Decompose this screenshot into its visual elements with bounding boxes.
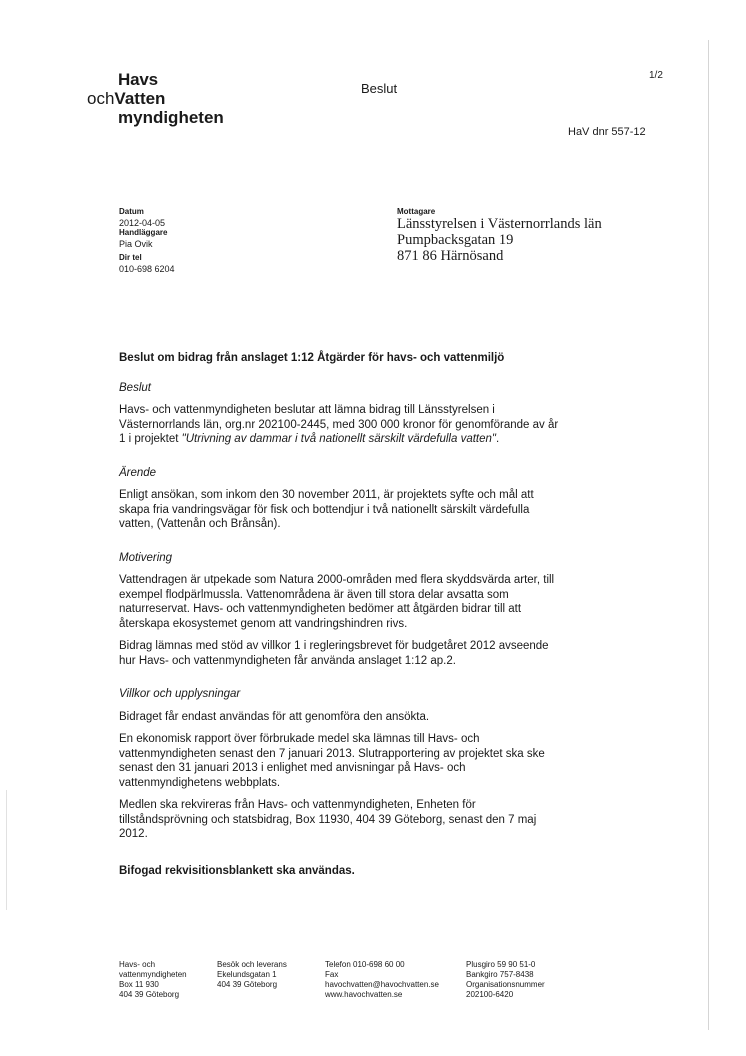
phone-label: Dir tel [119, 253, 142, 262]
recipient-name: Länsstyrelsen i Västernorrlands län [397, 216, 602, 232]
section-text: En ekonomisk rapport över förbrukade medel ska lämnas till Havs- och vattenmyndigheten senast den 7 januari 2013. Slutrapportering av projektet ska ske senast den 31 januari 2013 i enlighet med anvisningar på Havs- och vattenmyndighetens webbplats. [119, 733, 545, 789]
footer-address: Havs- och vattenmyndigheten Box 11 930 404 39 Göteborg [119, 960, 187, 999]
section-text: Havs- och vattenmyndigheten beslutar att lämna bidrag till Länsstyrelsen i Västernorrlands län, org.nr 202100-2445, med 300 000 kronor för genomförande av år 1 i projektet "Utrivning av dammar i två nationellt särskilt värdefulla vatten". [119, 404, 559, 445]
scan-edge-line [6, 790, 7, 910]
decision-body [119, 351, 559, 878]
footer-visit: Besök och leverans Ekelundsgatan 1 404 39 Göteborg [217, 960, 287, 989]
phone-value: 010-698 6204 [119, 263, 175, 274]
section-heading: Beslut [119, 381, 151, 394]
section-motivering [119, 551, 559, 669]
recipient-city: 871 86 Härnösand [397, 248, 504, 264]
date-label: Datum [119, 207, 144, 216]
section-arende [119, 466, 559, 532]
logo-line-havs: Havs [118, 70, 158, 89]
project-name: "Utrivning av dammar i två nationellt särskilt värdefulla vatten" [181, 433, 496, 445]
logo-line-och-vatten [87, 89, 165, 109]
scan-edge-line [708, 40, 709, 1030]
handler-label: Handläggare [119, 228, 168, 237]
document-type: Beslut [361, 81, 398, 96]
section-text: Enligt ansökan, som inkom den 30 november 2011, är projektets syfte och mål att skapa fria vandringsvägar för fisk och bottendjur i två nationellt särskilt värdefulla vatten, (Vattenån och Brånsån). [119, 489, 534, 530]
logo-line-myndigheten: myndigheten [118, 108, 224, 127]
logo-och: och [87, 89, 115, 108]
recipient-street: Pumpbacksgatan 19 [397, 232, 514, 248]
footer-payment: Plusgiro 59 90 51-0 Bankgiro 757-8438 Organisationsnummer 202100-6420 [466, 960, 545, 999]
footer-contact: Telefon 010-698 60 00 Fax havochvatten@havochvatten.se www.havochvatten.se [325, 960, 439, 999]
section-heading: Ärende [119, 466, 157, 479]
section-heading: Motivering [119, 551, 173, 564]
decision-title: Beslut om bidrag från anslaget 1:12 Åtgärder för havs- och vattenmiljö [119, 352, 505, 364]
section-villkor [119, 687, 559, 842]
meta-block [119, 207, 175, 274]
date-value: 2012-04-05 [119, 217, 166, 228]
handler-value: Pia Ovik [119, 238, 153, 249]
reference-number: HaV dnr 557-12 [568, 126, 646, 138]
section-text: Bidrag lämnas med stöd av villkor 1 i regleringsbrevet för budgetåret 2012 avseende hur Havs- och vattenmyndigheten får använda anslaget 1:12 ap.2. [119, 640, 549, 667]
logo-vatten: Vatten [114, 89, 166, 108]
section-text: Bidraget får endast användas för att genomföra den ansökta. [119, 710, 430, 723]
section-text: Medlen ska rekvireras från Havs- och vattenmyndigheten, Enheten för tillståndsprövning och statsbidrag, Box 11930, 404 39 Göteborg, senast den 7 maj 2012. [119, 799, 537, 840]
section-text: Vattendragen är utpekade som Natura 2000-områden med flera skyddsvärda arter, till exempel flodpärlmussla. Vattenområdena är även till stora delar avsatta som naturreservat. Havs- och vattenmyndigheten bedömer att åtgärden bidrar till att återskapa ekosystemet genom att vandringshindren rivs. [119, 574, 555, 630]
recipient-label: Mottagare [397, 207, 436, 216]
recipient-block [397, 207, 602, 264]
closing-note: Bifogad rekvisitionsblankett ska användas. [119, 864, 355, 877]
section-beslut [119, 381, 559, 447]
page-number: 1/2 [649, 70, 663, 81]
section-heading: Villkor och upplysningar [119, 688, 241, 700]
